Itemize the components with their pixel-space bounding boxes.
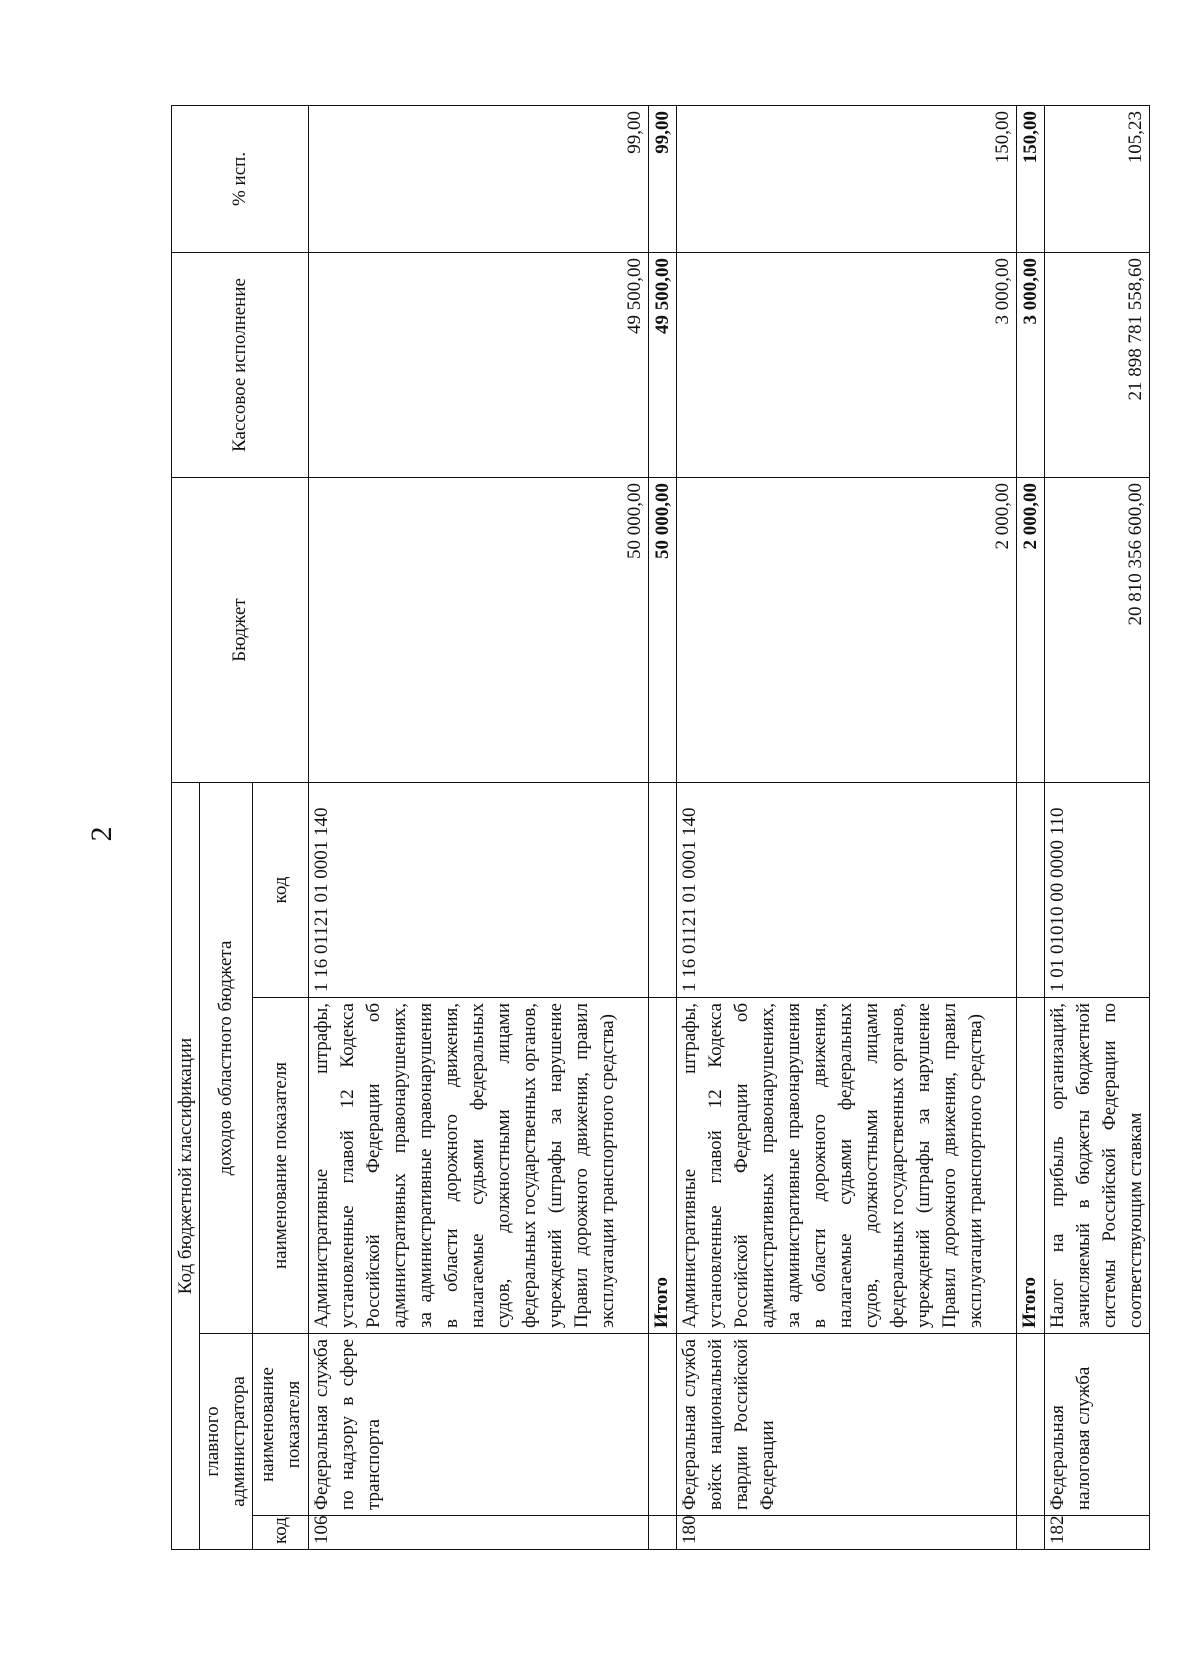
admin-name-cell: Федеральная налоговая служба xyxy=(1045,1334,1150,1516)
header-income-code: код xyxy=(253,782,309,997)
empty-cell xyxy=(649,1334,677,1516)
income-code-cell: 1 16 01121 01 0001 140 xyxy=(309,782,649,997)
header-admin-group: главного администратора xyxy=(200,1334,253,1550)
total-label: Итого xyxy=(1017,998,1045,1334)
total-execution-cell: 49 500,00 xyxy=(649,252,677,477)
income-code-cell: 1 16 01121 01 0001 140 xyxy=(677,782,1017,997)
admin-name-cell: Федеральная служба по надзору в сфере транспорта xyxy=(309,1334,649,1516)
header-income-group: доходов областного бюджета xyxy=(200,782,253,1333)
header-classification: Код бюджетной классификации xyxy=(172,782,200,1549)
execution-cell: 49 500,00 xyxy=(309,252,649,477)
income-name-cell: Налог на прибыль организаций, зачисляемый в бюджеты бюджетной системы Российской Федерации по соответствующим ставкам xyxy=(1045,998,1150,1334)
admin-code-cell: 106 xyxy=(309,1516,649,1550)
table-row xyxy=(309,105,649,1549)
income-name-cell: Административные штрафы, установленные главой 12 Кодекса Российской Федерации об административных правонарушениях, за административные правонарушения в области дорожного движения, налагаемые судьями федеральных судов, должностными лицами федеральных государственных органов, учреждений (штрафы за нарушение Правил дорожного движения, правил эксплуатации транспортного средства) xyxy=(677,998,1017,1334)
empty-cell xyxy=(649,782,677,997)
budget-cell: 2 000,00 xyxy=(677,477,1017,782)
total-execution-cell: 3 000,00 xyxy=(1017,252,1045,477)
header-budget: Бюджет xyxy=(172,477,309,782)
table-row xyxy=(1045,105,1150,1549)
total-percent-cell: 150,00 xyxy=(1017,105,1045,252)
budget-cell: 20 810 356 600,00 xyxy=(1045,477,1150,782)
percent-cell: 105,23 xyxy=(1045,105,1150,252)
budget-cell: 50 000,00 xyxy=(309,477,649,782)
empty-cell xyxy=(649,1516,677,1550)
admin-name-cell: Федеральная служба войск национальной гвардии Российской Федерации xyxy=(677,1334,1017,1516)
empty-cell xyxy=(1017,1516,1045,1550)
total-percent-cell: 99,00 xyxy=(649,105,677,252)
header-row-1 xyxy=(172,105,200,1549)
percent-cell: 150,00 xyxy=(677,105,1017,252)
admin-code-cell: 182 xyxy=(1045,1516,1150,1550)
execution-cell: 21 898 781 558,60 xyxy=(1045,252,1150,477)
percent-cell: 99,00 xyxy=(309,105,649,252)
header-percent: % исп. xyxy=(172,105,309,252)
total-row xyxy=(649,105,677,1549)
income-name-cell: Административные штрафы, установленные главой 12 Кодекса Российской Федерации об административных правонарушениях, за административные правонарушения в области дорожного движения, налагаемые судьями федеральных судов, должностными лицами федеральных государственных органов, учреждений (штрафы за нарушение Правил дорожного движения, правил эксплуатации транспортного средства) xyxy=(309,998,649,1334)
empty-cell xyxy=(1017,1334,1045,1516)
table-row xyxy=(677,105,1017,1549)
total-budget-cell: 2 000,00 xyxy=(1017,477,1045,782)
budget-table-rotated xyxy=(171,106,1146,1550)
page-number: 2 xyxy=(85,826,118,842)
budget-income-table xyxy=(171,105,1150,1550)
execution-cell: 3 000,00 xyxy=(677,252,1017,477)
income-code-cell: 1 01 01010 00 0000 110 xyxy=(1045,782,1150,997)
empty-cell xyxy=(1017,782,1045,997)
total-budget-cell: 50 000,00 xyxy=(649,477,677,782)
total-label: Итого xyxy=(649,998,677,1334)
header-execution: Кассовое исполнение xyxy=(172,252,309,477)
admin-code-cell: 180 xyxy=(677,1516,1017,1550)
total-row xyxy=(1017,105,1045,1549)
header-admin-code: код xyxy=(253,1516,309,1550)
header-admin-name: наименование показателя xyxy=(253,1334,309,1516)
header-income-name: наименование показателя xyxy=(253,998,309,1334)
